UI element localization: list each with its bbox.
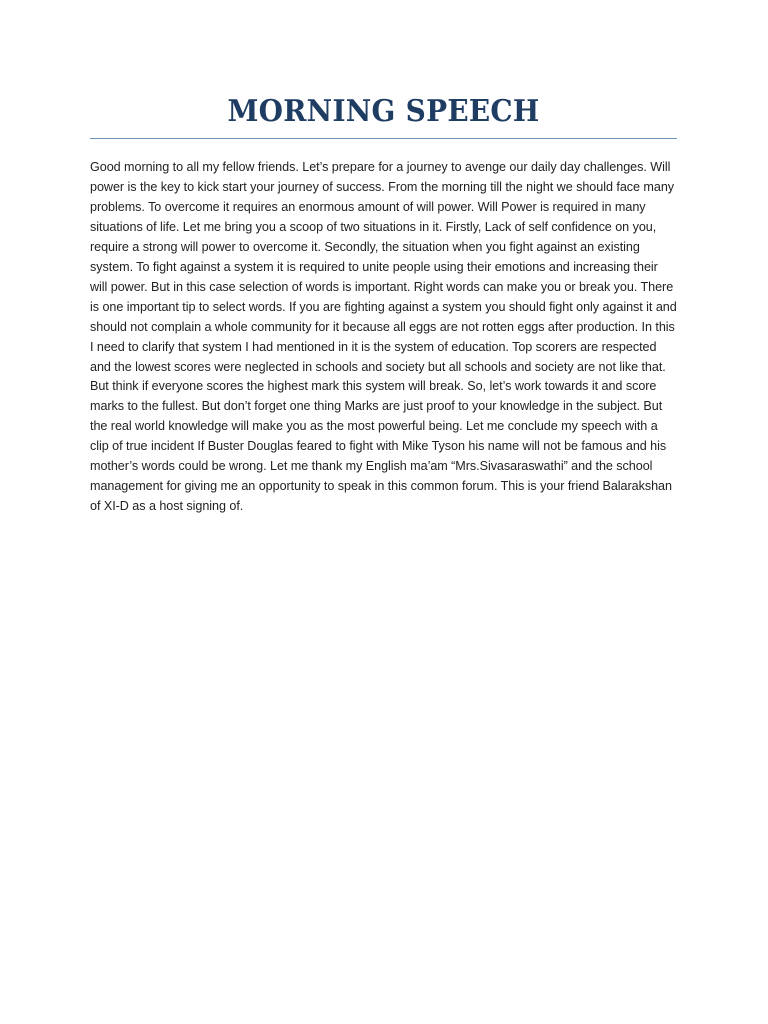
page-title: MORNING SPEECH (227, 94, 540, 129)
document-page (90, 92, 677, 517)
speech-paragraph: Good morning to all my fellow friends. Let’s prepare for a journey to avenge our daily day challenges. Will power is the key to kick start your journey of success. From the morning till the night we should face many problems. To overcome it requires an enormous amount of will power. Will Power is required in many situations of life. Let me bring you a scoop of two situations in it. Firstly, Lack of self confidence on you, require a strong will power to overcome it. Secondly, the situation when you fight against an existing system. To fight against a system it is required to unite people using their emotions and increasing their will power. But in this case selection of words is important. Right words can make you or break you. There is one important tip to select words. If you are fighting against a system you should fight only against it and should not complain a whole community for it because all eggs are not rotten eggs after production. In this I need to clarify that system I had mentioned in it is the system of education. Top scorers are respected and the lowest scores were neglected in schools and society but all schools and society are not like that. But think if everyone scores the highest mark this system will break. So, let’s work towards it and score marks to the fullest. But don’t forget one thing Marks are just proof to your knowledge in the subject. But the real world knowledge will make you as the most powerful being. Let me conclude my speech with a clip of true incident If Buster Douglas feared to fight with Mike Tyson his name will not be famous and his mother’s words could be wrong. Let me thank my English ma’am “Mrs.Sivasaraswathi” and the school management for giving me an opportunity to speak in this common forum. This is your friend Balarakshan of XI-D as a host signing of. (90, 160, 677, 514)
title-divider (90, 138, 677, 139)
